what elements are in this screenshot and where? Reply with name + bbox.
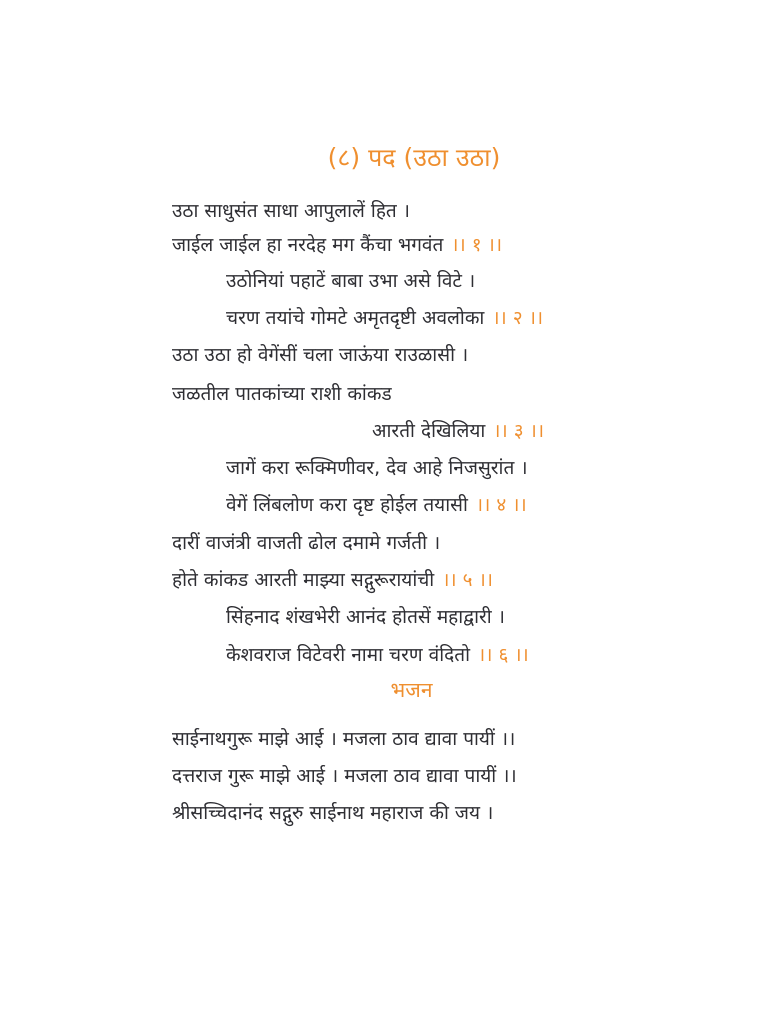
verse-line <box>226 640 529 670</box>
verse-number: ।। ६ ।। <box>478 644 529 666</box>
verse-text: उठा उठा हो वेगेंसीं चला जाऊंया राउळासी । <box>172 344 469 366</box>
verse-line <box>172 528 440 558</box>
verse-line <box>226 303 543 333</box>
verse-text: आरती देखिलिया <box>372 420 486 442</box>
bhajan-heading <box>0 676 768 704</box>
verse-text: होते कांकड आरती माझ्या सद्गुरूरायांची <box>172 569 435 591</box>
verse-line <box>172 340 468 370</box>
verse-line <box>226 602 505 632</box>
verse-number: ।। ५ ।। <box>442 569 493 591</box>
bhajan-line <box>172 798 493 828</box>
verse-text: उठा साधुसंत साधा आपुलालें हित । <box>172 200 411 222</box>
verse-text: उठोनियां पहाटें बाबा उभा असे विटे । <box>226 270 476 292</box>
verse-line <box>172 230 502 260</box>
verse-text: जागें करा रूक्मिणीवर, देव आहे निजसुरांत । <box>226 457 528 479</box>
verse-text: केशवराज विटेवरी नामा चरण वंदितो <box>226 644 470 666</box>
verse-text: सिंहनाद शंखभेरी आनंद होतसें महाद्वारी । <box>226 606 505 628</box>
verse-text: दारीं वाजंत्री वाजती ढोल दमामे गर्जती । <box>172 532 441 554</box>
bhajan-text: श्रीसच्चिदानंद सद्गुरु साईनाथ महाराज की जय । <box>172 802 494 824</box>
page-title <box>0 140 768 174</box>
verse-line <box>226 490 527 520</box>
verse-text: वेगें लिंबलोण करा दृष्ट होईल तयासी <box>226 494 468 516</box>
verse-number: ।। ३ ।। <box>493 420 545 442</box>
verse-line <box>172 379 392 409</box>
verse-text: जाईल जाईल हा नरदेह मग कैंचा भगवंत <box>172 234 444 256</box>
verse-text: जळतील पातकांच्या राशी कांकड <box>172 383 392 405</box>
verse-number: ।। २ ।। <box>492 307 544 329</box>
bhajan-line <box>172 724 515 754</box>
verse-line <box>172 196 410 226</box>
verse-line <box>226 453 528 483</box>
verse-line <box>372 416 544 446</box>
bhajan-text: दत्तराज गुरू माझे आई । मजला ठाव द्यावा पायीं ।। <box>172 765 517 787</box>
verse-number: ।। ४ ।। <box>475 494 527 516</box>
title-text: (८) पद (उठा उठा) <box>327 143 501 172</box>
verse-text: चरण तयांचे गोमटे अमृतदृष्टी अवलोका <box>226 307 485 329</box>
verse-line <box>226 266 475 296</box>
bhajan-text: साईनाथगुरू माझे आई । मजला ठाव द्यावा पायीं ।। <box>172 728 516 750</box>
verse-line <box>172 565 493 595</box>
verse-number: ।। १ ।। <box>451 234 503 256</box>
bhajan-line <box>172 761 517 791</box>
bhajan-heading-text: भजन <box>390 678 433 702</box>
